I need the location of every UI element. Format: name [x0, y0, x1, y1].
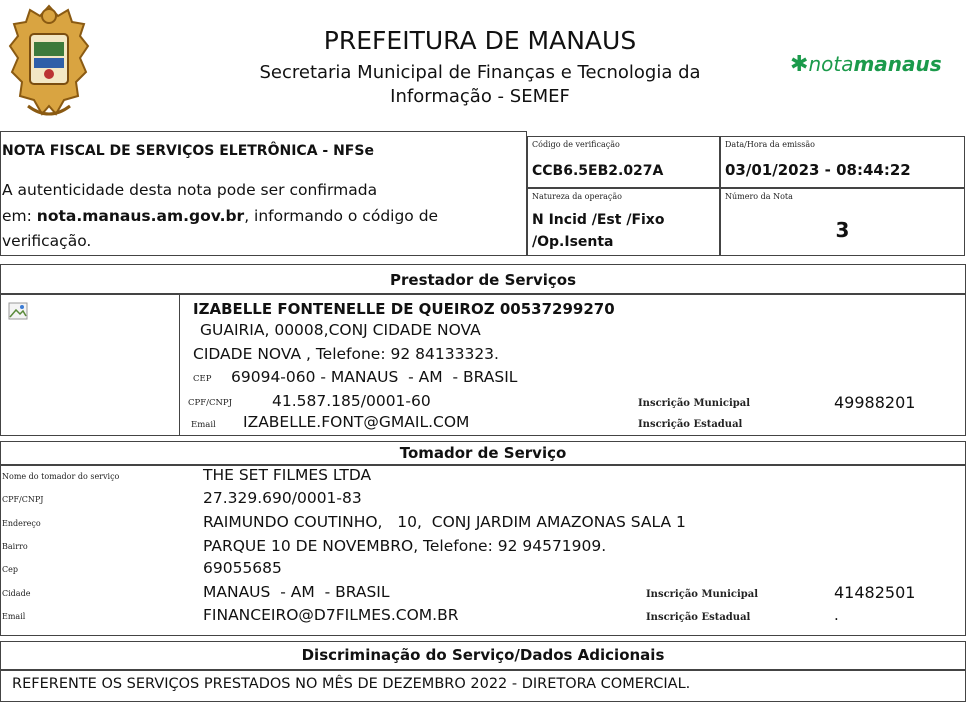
tomador-nome-label: Nome do tomador do serviço: [2, 472, 120, 481]
broken-image-icon: [8, 302, 28, 320]
prestador-cep-label: CEP: [193, 374, 212, 384]
subtitle-line-1: Secretaria Municipal de Finanças e Tecnologia da: [259, 62, 701, 83]
codigo-value: CCB6.5EB2.027A: [532, 163, 664, 179]
logo-nota-text: nota: [808, 52, 854, 76]
tomador-cidade-value: MANAUS - AM - BRASIL: [203, 583, 390, 601]
tomador-email-label: Email: [2, 612, 26, 621]
prestador-ie-label: Inscrição Estadual: [638, 419, 743, 430]
prestador-cep-value: 69094-060 - MANAUS - AM - BRASIL: [231, 368, 518, 386]
numero-label: Número da Nota: [725, 192, 793, 201]
prestador-address-line-1: GUAIRIA, 00008,CONJ CIDADE NOVA: [200, 321, 481, 339]
discriminacao-text: REFERENTE OS SERVIÇOS PRESTADOS NO MÊS DE DEZEMBRO 2022 - DIRETORA COMERCIAL.: [12, 676, 691, 692]
tomador-cpf-value: 27.329.690/0001-83: [203, 489, 362, 507]
prestador-cpf-label: CPF/CNPJ: [188, 398, 233, 408]
tomador-bairro-value: PARQUE 10 DE NOVEMBRO, Telefone: 92 94571909.: [203, 537, 607, 555]
tomador-cep-label: Cep: [2, 565, 18, 574]
natureza-line-1: N Incid /Est /Fixo: [532, 212, 665, 228]
tomador-ie-value: .: [834, 606, 839, 624]
logo-manaus-text: manaus: [853, 52, 942, 76]
numero-value: 3: [835, 218, 850, 242]
tomador-heading: Tomador de Serviço: [399, 444, 567, 462]
auth-prefix: em:: [2, 207, 37, 225]
page-title: PREFEITURA DE MANAUS: [323, 26, 637, 55]
prestador-name: IZABELLE FONTENELLE DE QUEIROZ 00537299270: [193, 300, 615, 318]
data-value: 03/01/2023 - 08:44:22: [725, 161, 911, 179]
discriminacao-heading: Discriminação do Serviço/Dados Adicionais: [301, 646, 665, 664]
auth-text-line-1: A autenticidade desta nota pode ser confirmada: [2, 181, 378, 199]
prestador-email-value: IZABELLE.FONT@GMAIL.COM: [243, 413, 470, 431]
subtitle-line-2: Informação - SEMEF: [390, 86, 570, 107]
prestador-address-line-2: CIDADE NOVA , Telefone: 92 84133323.: [193, 345, 499, 363]
natureza-line-2: /Op.Isenta: [532, 234, 614, 250]
prestador-im-value: 49988201: [834, 393, 916, 412]
tomador-endereco-label: Endereço: [2, 519, 41, 528]
tomador-im-label: Inscrição Municipal: [646, 589, 759, 600]
prestador-cpf-value: 41.587.185/0001-60: [272, 392, 431, 410]
tomador-email-value: FINANCEIRO@D7FILMES.COM.BR: [203, 606, 459, 624]
tomador-cidade-label: Cidade: [2, 589, 31, 598]
nfse-title: NOTA FISCAL DE SERVIÇOS ELETRÔNICA - NFSe: [2, 143, 374, 159]
auth-suffix: , informando o código de: [244, 207, 439, 225]
auth-text-line-2: [2, 207, 438, 225]
prestador-im-label: Inscrição Municipal: [638, 398, 751, 409]
tomador-cpf-label: CPF/CNPJ: [2, 495, 44, 504]
coat-of-arms-icon: [6, 2, 92, 126]
tomador-cep-value: 69055685: [203, 559, 282, 577]
notamanaus-logo: [790, 52, 942, 80]
prestador-heading: Prestador de Serviços: [390, 271, 576, 289]
tomador-endereco-value: RAIMUNDO COUTINHO, 10, CONJ JARDIM AMAZONAS SALA 1: [203, 513, 686, 531]
tomador-nome-value: THE SET FILMES LTDA: [203, 466, 372, 484]
logo-star-icon: ✱: [790, 52, 809, 77]
prestador-email-label: Email: [191, 420, 216, 430]
tomador-bairro-label: Bairro: [2, 542, 28, 551]
tomador-ie-label: Inscrição Estadual: [646, 612, 751, 623]
tomador-im-value: 41482501: [834, 583, 916, 602]
codigo-label: Código de verificação: [532, 140, 620, 149]
auth-url-link[interactable]: nota.manaus.am.gov.br: [36, 207, 245, 225]
natureza-label: Natureza da operação: [532, 192, 622, 201]
data-label: Data/Hora da emissão: [725, 140, 815, 149]
auth-text-line-3: verificação.: [2, 232, 92, 250]
